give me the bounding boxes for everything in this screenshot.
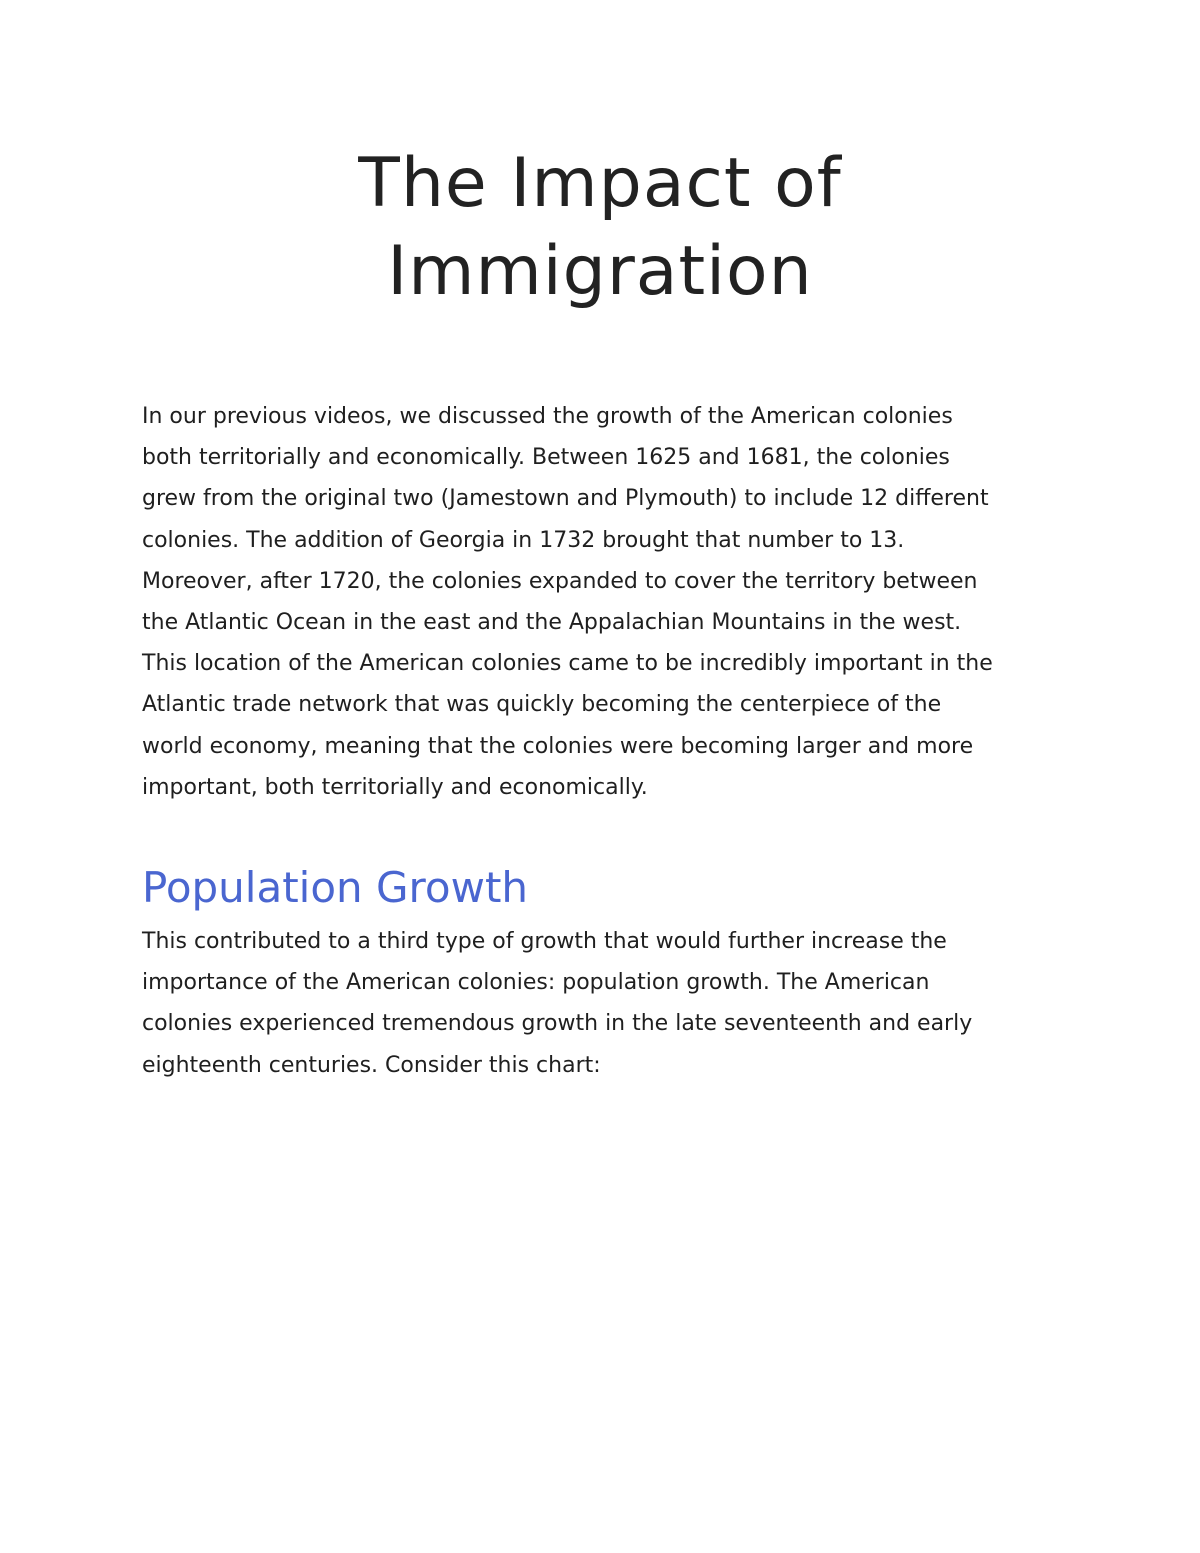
paragraph-line: This location of the American colonies came to be incredibly important in the bbox=[142, 651, 993, 677]
paragraph-line: importance of the American colonies: population growth. The American bbox=[142, 970, 930, 996]
paragraph-line: the Atlantic Ocean in the east and the Appalachian Mountains in the west. bbox=[142, 610, 962, 636]
section-heading: Population Growth bbox=[142, 863, 529, 912]
paragraph-line: colonies. The addition of Georgia in 1732 brought that number to 13. bbox=[142, 527, 905, 553]
paragraph-line: world economy, meaning that the colonies were becoming larger and more bbox=[142, 733, 974, 759]
paragraph-line: important, both territorially and economically. bbox=[142, 774, 648, 800]
intro-paragraph bbox=[142, 396, 1072, 808]
paragraph-line: both territorially and economically. Between 1625 and 1681, the colonies bbox=[142, 445, 950, 471]
paragraph-line: eighteenth centuries. Consider this chart: bbox=[142, 1052, 601, 1078]
paragraph-line: In our previous videos, we discussed the growth of the American colonies bbox=[142, 404, 953, 429]
title-line: The Impact of bbox=[358, 144, 842, 223]
paragraph-line: grew from the original two (Jamestown and Plymouth) to include 12 different bbox=[142, 486, 989, 512]
title-line: Immigration bbox=[387, 232, 813, 311]
paragraph-line: This contributed to a third type of growth that would further increase the bbox=[142, 929, 947, 954]
section-paragraph bbox=[142, 921, 1072, 1086]
paragraph-line: Moreover, after 1720, the colonies expanded to cover the territory between bbox=[142, 568, 978, 594]
paragraph-line: Atlantic trade network that was quickly becoming the centerpiece of the bbox=[142, 692, 942, 718]
paragraph-line: colonies experienced tremendous growth in the late seventeenth and early bbox=[142, 1011, 973, 1037]
page-title bbox=[240, 140, 960, 316]
